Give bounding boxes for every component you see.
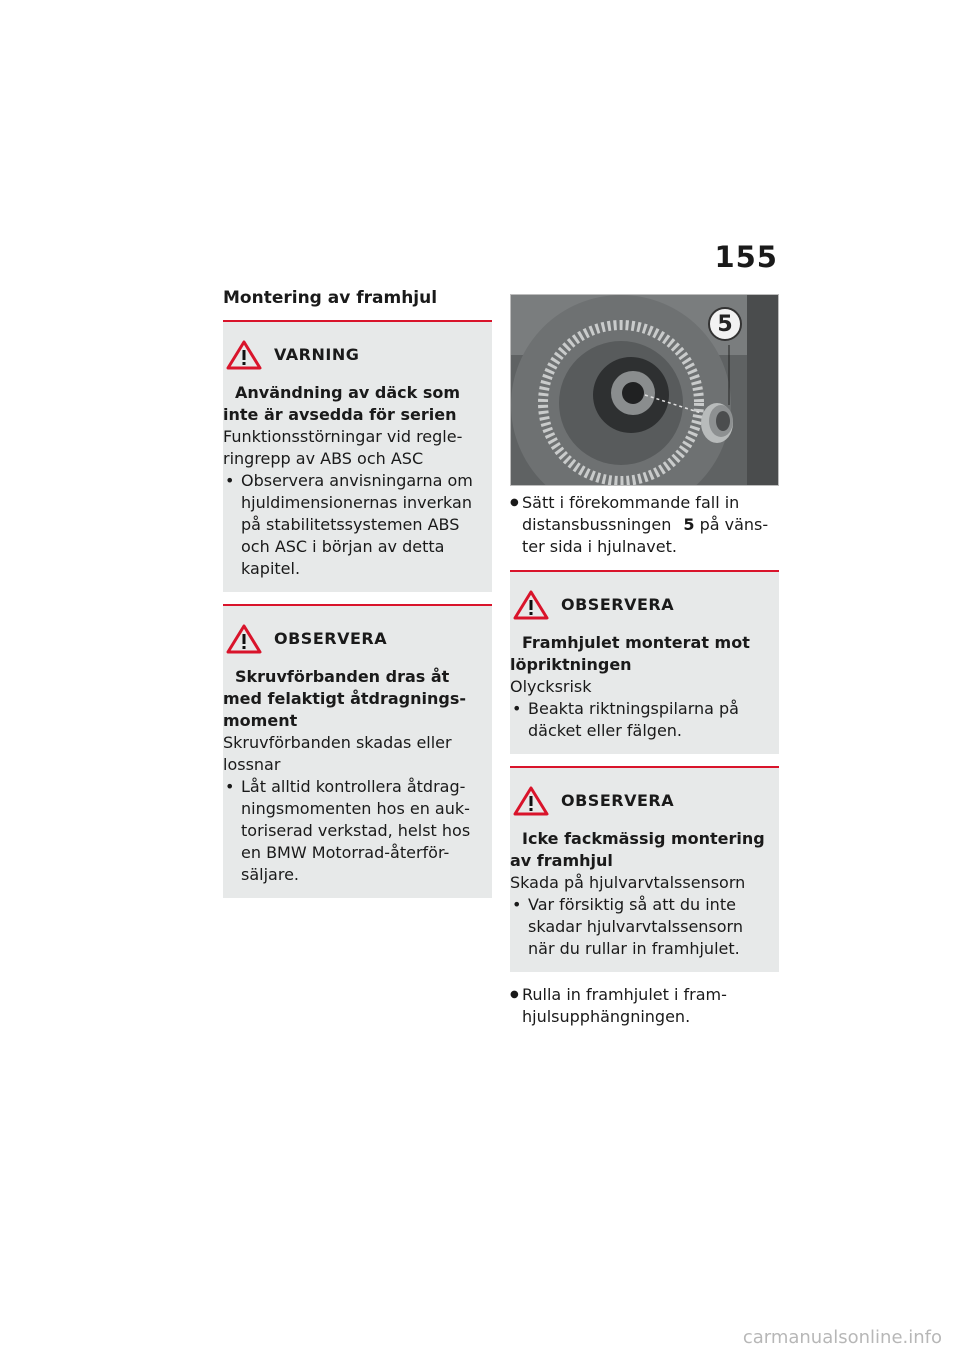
step-line-with-ref [522,514,779,536]
warning-triangle-icon [513,786,549,816]
notice-title-line: Icke fackmässig montering [522,829,765,848]
notice-title-line: Framhjulet monterat mot [522,633,750,652]
right-column [510,294,779,1040]
page-number: 155 [714,240,778,274]
notice-bullet-line: • Låt alltid kontrollera åtdrag- [223,776,480,798]
notice-body-line: Olycksrisk [510,677,592,696]
warning-bullet-line: hjuldimensionernas inverkan [241,493,472,512]
notice-label: OBSERVERA [561,791,675,810]
left-column [223,288,492,910]
notice-title-line: löpriktningen [510,655,632,674]
notice-bullet-line: • Beakta riktningspilarna på [510,698,767,720]
notice-box [510,766,779,972]
watermark: carmanualsonline.info [742,1327,942,1348]
notice-label: OBSERVERA [274,629,388,648]
notice-header [226,624,480,654]
notice-box [223,604,492,898]
notice-bullet-line: skadar hjulvarvtalssensorn [528,917,743,936]
notice-title-line: av framhjul [510,851,613,870]
notice-title-line: Skruvförbanden dras åt [235,667,450,686]
warning-bullet-line: och ASC i början av detta [241,537,445,556]
notice-bullet-line: en BMW Motorrad-återför- [241,843,450,862]
callout-5: 5 [708,307,742,341]
notice-box [510,570,779,754]
warning-box [223,320,492,592]
step-line: på väns- [699,515,769,534]
wheel-hub-figure [510,294,779,486]
warning-label: VARNING [274,345,360,364]
warning-title-line: Användning av däck som [235,383,461,402]
warning-triangle-icon [226,340,262,370]
notice-body-line: lossnar [223,755,281,774]
step-line: hjulsupphängningen. [522,1007,691,1026]
reference-number: 5 [683,515,695,534]
notice-title-line: moment [223,711,298,730]
warning-bullet-line: • Observera anvisningarna om [223,470,480,492]
notice-bullet-line: när du rullar in framhjulet. [528,939,740,958]
notice-title-line: med felaktigt åtdragnings- [223,689,467,708]
notice-body-line: Skruvförbanden skadas eller [223,733,452,752]
warning-header [226,340,480,370]
section-title: Montering av framhjul [223,288,438,308]
notice-label: OBSERVERA [561,595,675,614]
notice-bullet-line: toriserad verkstad, helst hos [241,821,471,840]
step-line: ● Rulla in framhjulet i fram- [522,985,727,1004]
notice-header [513,786,767,816]
warning-body-line: ringrepp av ABS och ASC [223,449,424,468]
notice-bullet-line: ningsmomenten hos en auk- [241,799,470,818]
warning-triangle-icon [226,624,262,654]
warning-body-line: Funktionsstörningar vid regle- [223,427,463,446]
warning-triangle-icon [513,590,549,620]
warning-title-line: inte är avsedda för serien [223,405,457,424]
step-item [510,984,779,1028]
step-line: ter sida i hjulnavet. [522,537,677,556]
step-item [510,492,779,558]
warning-bullet-line: på stabilitetssystemen ABS [241,515,460,534]
step-line: ● Sätt i förekommande fall in [522,493,740,512]
notice-bullet-line: säljare. [241,865,299,884]
notice-bullet-line: däcket eller fälgen. [528,721,683,740]
warning-bullet-line: kapitel. [241,559,301,578]
notice-body-line: Skada på hjulvarvtalssensorn [510,873,746,892]
notice-bullet-line: • Var försiktig så att du inte [510,894,767,916]
step-line: distansbussningen [522,515,672,534]
notice-header [513,590,767,620]
